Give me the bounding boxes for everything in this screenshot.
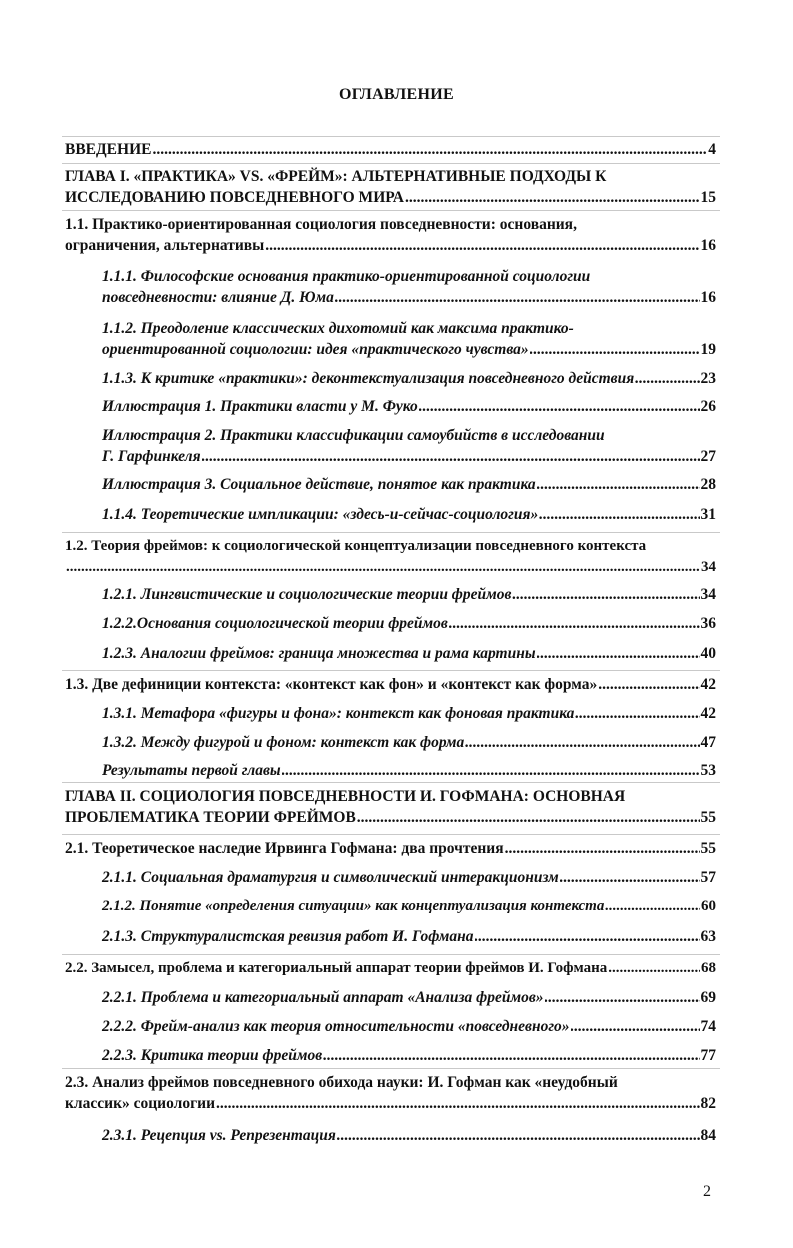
toc-entry-subsection-2-1-3[interactable]: 2.1.3. Структуралистская ревизия работ И. Гофмана ..... 63 bbox=[102, 926, 716, 947]
toc-entry-subsection-1-2-3[interactable]: 1.2.3. Аналогии фреймов: граница множества и рама картины ..... 40 bbox=[102, 643, 716, 664]
divider bbox=[62, 210, 720, 211]
toc-entry-section-2-1[interactable]: 2.1. Теоретическое наследие Ирвинга Гофмана: два прочтения ..... 55 bbox=[65, 838, 716, 859]
toc-entry-subsection-1-3-2[interactable]: 1.3.2. Между фигурой и фоном: контекст как форма ..... 47 bbox=[102, 732, 716, 753]
toc-entry-subsection-1-1-3[interactable]: 1.1.3. К критике «практики»: деконтекстуализация повседневного действия ..... 23 bbox=[102, 368, 716, 389]
toc-entry-subsection-2-1-2[interactable]: 2.1.2. Понятие «определения ситуации» как концептуализация контекста ..... 60 bbox=[102, 896, 716, 917]
toc-entry-subsection-1-1-4[interactable]: 1.1.4. Теоретические импликации: «здесь-и-сейчас-социология» ..... 31 bbox=[102, 504, 716, 525]
page-title: ОГЛАВЛЕНИЕ bbox=[339, 86, 454, 103]
divider bbox=[62, 163, 720, 164]
divider bbox=[62, 954, 720, 955]
toc-entry-subsection-2-2-2[interactable]: 2.2.2. Фрейм-анализ как теория относительности «повседневного» ..... 74 bbox=[102, 1016, 716, 1037]
toc-entry-subsection-1-3-1[interactable]: 1.3.1. Метафора «фигуры и фона»: контекст как фоновая практика ..... 42 bbox=[102, 703, 716, 724]
toc-entry-introduction[interactable]: ВВЕДЕНИЕ ..... 4 bbox=[65, 139, 716, 160]
toc-entry-section-1-1[interactable]: 1.1. Практико-ориентированная социология повседневности: основания, ограничения, альтернативы ..... 16 bbox=[65, 214, 716, 256]
toc-entry-subsection-1-1-1[interactable]: 1.1.1. Философские основания практико-ориентированной социологии повседневности: влияние Д. Юма ..... 16 bbox=[102, 266, 716, 308]
toc-entry-subsection-2-1-1[interactable]: 2.1.1. Социальная драматургия и символический интеракционизм ..... 57 bbox=[102, 867, 716, 888]
divider bbox=[62, 136, 720, 137]
toc-entry-illustration-2[interactable]: Иллюстрация 2. Практики классификации самоубийств в исследовании Г. Гарфинкеля ..... 27 bbox=[102, 425, 716, 467]
toc-entry-chapter-1-results[interactable]: Результаты первой главы ..... 53 bbox=[102, 760, 716, 781]
toc-entry-subsection-2-2-1[interactable]: 2.2.1. Проблема и категориальный аппарат «Анализа фреймов» ..... 69 bbox=[102, 987, 716, 1008]
toc-entry-section-2-2[interactable]: 2.2. Замысел, проблема и категориальный аппарат теории фреймов И. Гофмана ..... 68 bbox=[65, 958, 716, 979]
toc-entry-section-1-3[interactable]: 1.3. Две дефиниции контекста: «контекст как фон» и «контекст как форма» ..... 42 bbox=[65, 674, 716, 695]
divider bbox=[62, 532, 720, 533]
toc-entry-illustration-1[interactable]: Иллюстрация 1. Практики власти у М. Фуко ..... 26 bbox=[102, 396, 716, 417]
toc-entry-chapter-2[interactable]: ГЛАВА II. СОЦИОЛОГИЯ ПОВСЕДНЕВНОСТИ И. ГОФМАНА: ОСНОВНАЯ ПРОБЛЕМАТИКА ТЕОРИИ ФРЕЙМОВ ..... 55 bbox=[65, 786, 716, 828]
toc-entry-subsection-1-1-2[interactable]: 1.1.2. Преодоление классических дихотомий как максима практико- ориентированной социологии: идея «практического чувства» ..... 19 bbox=[102, 318, 716, 360]
divider bbox=[62, 782, 720, 783]
toc-entry-section-1-2[interactable]: 1.2. Теория фреймов: к социологической концептуализации повседневного контекста ..... 34 bbox=[65, 536, 716, 578]
divider bbox=[62, 834, 720, 835]
toc-entry-subsection-1-2-2[interactable]: 1.2.2.Основания социологической теории фреймов ..... 36 bbox=[102, 613, 716, 634]
toc-entry-chapter-1[interactable]: ГЛАВА I. «ПРАКТИКА» VS. «ФРЕЙМ»: АЛЬТЕРНАТИВНЫЕ ПОДХОДЫ К ИССЛЕДОВАНИЮ ПОВСЕДНЕВНОГО МИРА ..... 15 bbox=[65, 166, 716, 208]
toc-entry-subsection-1-2-1[interactable]: 1.2.1. Лингвистические и социологические теории фреймов ..... 34 bbox=[102, 584, 716, 605]
toc-entry-subsection-2-3-1[interactable]: 2.3.1. Рецепция vs. Репрезентация ..... 84 bbox=[102, 1125, 716, 1146]
page-number: 2 bbox=[703, 1183, 711, 1200]
toc-entry-illustration-3[interactable]: Иллюстрация 3. Социальное действие, понятое как практика ..... 28 bbox=[102, 474, 716, 495]
divider bbox=[62, 670, 720, 671]
toc-entry-subsection-2-2-3[interactable]: 2.2.3. Критика теории фреймов ..... 77 bbox=[102, 1045, 716, 1066]
divider bbox=[62, 1068, 720, 1069]
toc-entry-section-2-3[interactable]: 2.3. Анализ фреймов повседневного обихода науки: И. Гофман как «неудобный классик» социологии ..... 82 bbox=[65, 1072, 716, 1114]
